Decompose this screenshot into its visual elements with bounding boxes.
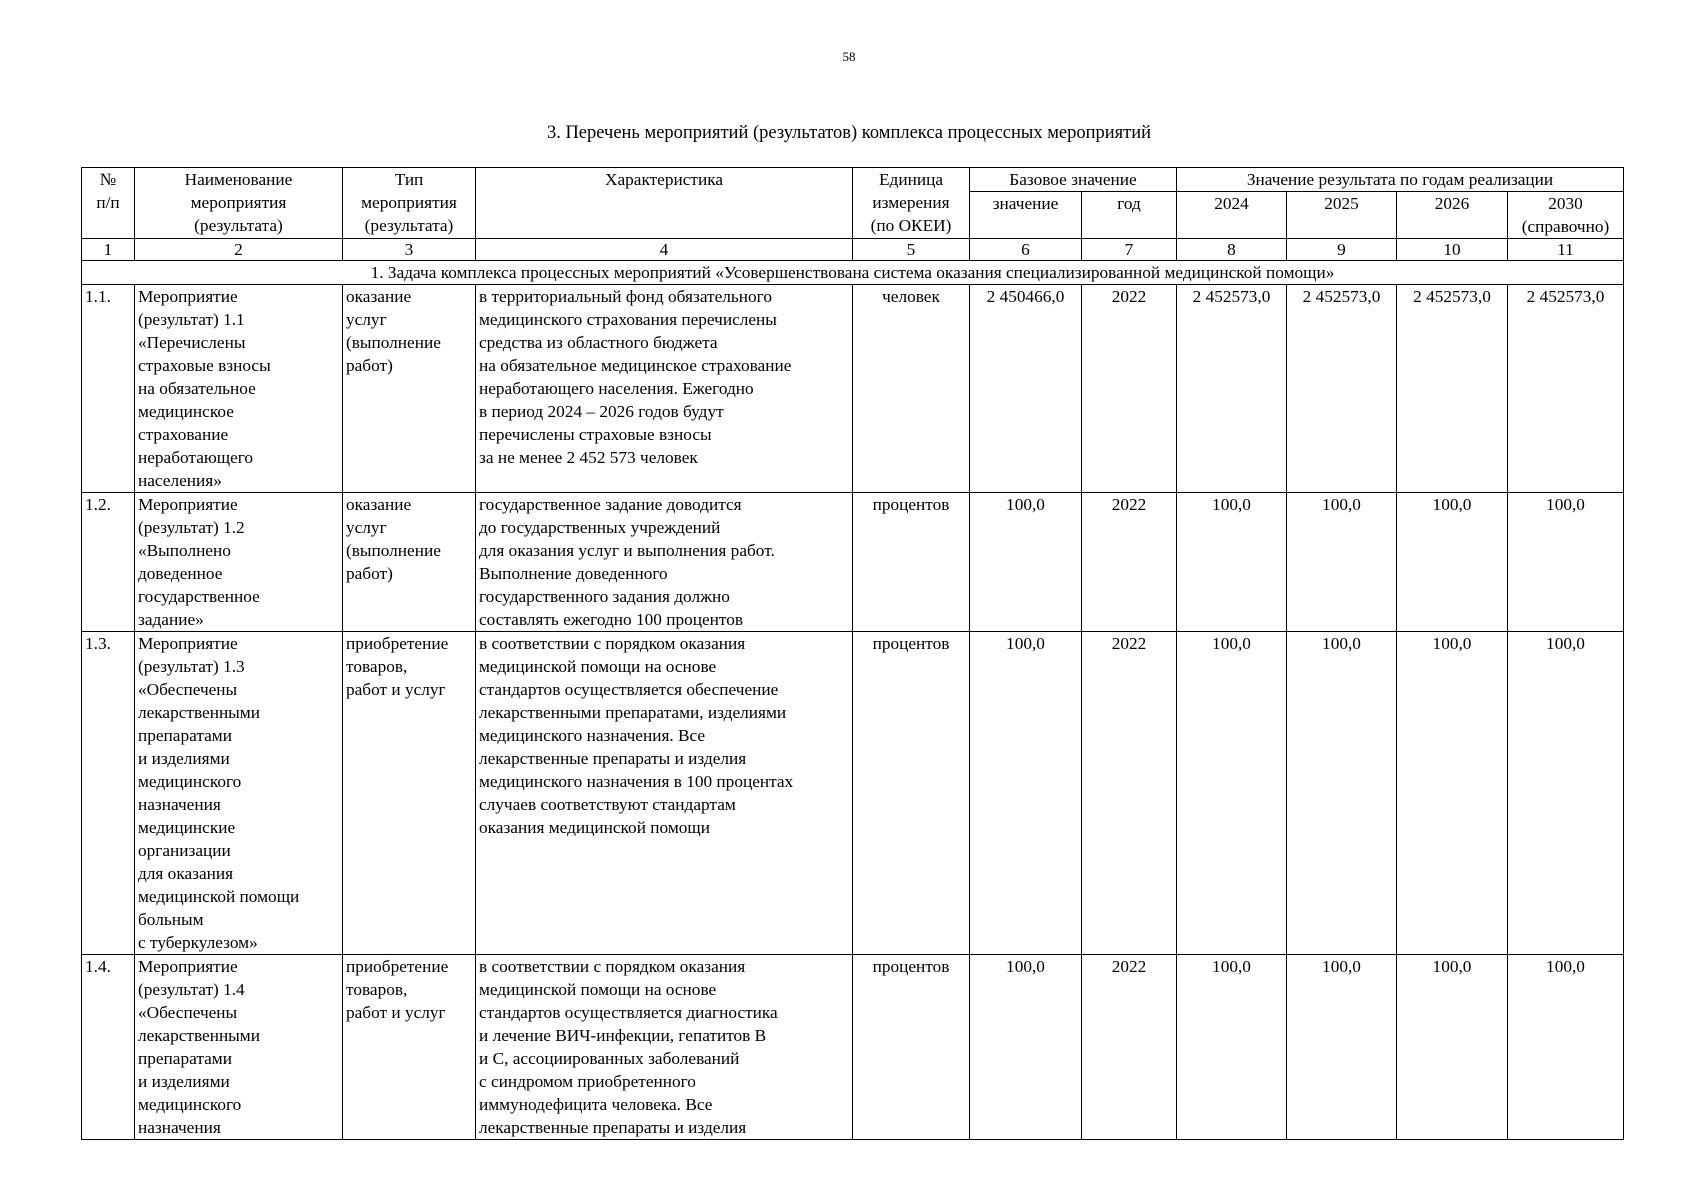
- row-value-2030: 100,0: [1508, 955, 1624, 1140]
- row-type: приобретение товаров, работ и услуг: [343, 632, 476, 955]
- header-unit: Единица измерения (по ОКЕИ): [853, 168, 970, 239]
- column-number: 11: [1508, 239, 1624, 261]
- row-value-2025: 100,0: [1287, 955, 1397, 1140]
- row-value-2030: 100,0: [1508, 632, 1624, 955]
- table-row: [82, 285, 1624, 493]
- row-name: Мероприятие (результат) 1.3 «Обеспечены лекарственными препаратами и изделиями медицинского назначения медицинские организации для оказания медицинской помощи больным с туберкулезом»: [135, 632, 343, 955]
- header-year-2024: 2024: [1177, 192, 1287, 239]
- row-characteristic: в соответствии с порядком оказания медицинской помощи на основе стандартов осуществляется обеспечение лекарственными препаратами, изделиями медицинского назначения. Все лекарственные препараты и изделия медицинского назначения в 100 процентах случаев соответствуют стандартам оказания медицинской помощи: [476, 632, 853, 955]
- table-row: [82, 493, 1624, 632]
- row-type: приобретение товаров, работ и услуг: [343, 955, 476, 1140]
- header-row: [82, 168, 1624, 192]
- row-num: 1.4.: [82, 955, 135, 1140]
- table-row: [82, 632, 1624, 955]
- row-base-year: 2022: [1082, 632, 1177, 955]
- row-unit: процентов: [853, 955, 970, 1140]
- row-characteristic: в соответствии с порядком оказания медицинской помощи на основе стандартов осуществляется диагностика и лечение ВИЧ-инфекции, гепатитов В и С, ассоциированных заболеваний с синдромом приобретенного иммунодефицита человека. Все лекарственные препараты и изделия: [476, 955, 853, 1140]
- column-number: 10: [1397, 239, 1508, 261]
- row-num: 1.3.: [82, 632, 135, 955]
- row-name: Мероприятие (результат) 1.2 «Выполнено доведенное государственное задание»: [135, 493, 343, 632]
- header-characteristic: Характеристика: [476, 168, 853, 239]
- header-base-group: Базовое значение: [970, 168, 1177, 192]
- row-characteristic: в территориальный фонд обязательного медицинского страхования перечислены средства из областного бюджета на обязательное медицинское страхование неработающего населения. Ежегодно в период 2024 – 2026 годов будут перечислены страховые взносы за не менее 2 452 573 человек: [476, 285, 853, 493]
- row-value-2026: 100,0: [1397, 493, 1508, 632]
- header-base-year: год: [1082, 192, 1177, 239]
- header-year-2030: 2030 (справочно): [1508, 192, 1624, 239]
- column-number: 4: [476, 239, 853, 261]
- header-num: № п/п: [82, 168, 135, 239]
- header-years-group: Значение результата по годам реализации: [1177, 168, 1624, 192]
- row-base-value: 100,0: [970, 493, 1082, 632]
- column-number: 6: [970, 239, 1082, 261]
- row-value-2026: 100,0: [1397, 955, 1508, 1140]
- header-name: Наименование мероприятия (результата): [135, 168, 343, 239]
- row-unit: процентов: [853, 632, 970, 955]
- column-number: 2: [135, 239, 343, 261]
- task-title: 1. Задача комплекса процессных мероприятий «Усовершенствована система оказания специализированной медицинской помощи»: [82, 261, 1624, 285]
- row-value-2030: 2 452573,0: [1508, 285, 1624, 493]
- row-value-2025: 100,0: [1287, 632, 1397, 955]
- row-base-year: 2022: [1082, 285, 1177, 493]
- row-value-2024: 100,0: [1177, 632, 1287, 955]
- task-row: [82, 261, 1624, 285]
- column-number: 8: [1177, 239, 1287, 261]
- row-value-2024: 100,0: [1177, 955, 1287, 1140]
- measures-table: [81, 167, 1624, 1140]
- row-base-year: 2022: [1082, 955, 1177, 1140]
- row-base-year: 2022: [1082, 493, 1177, 632]
- header-year-2025: 2025: [1287, 192, 1397, 239]
- column-number: 1: [82, 239, 135, 261]
- column-numbers-row: [82, 239, 1624, 261]
- row-value-2025: 100,0: [1287, 493, 1397, 632]
- row-unit: процентов: [853, 493, 970, 632]
- row-value-2030: 100,0: [1508, 493, 1624, 632]
- header-base-value: значение: [970, 192, 1082, 239]
- column-number: 7: [1082, 239, 1177, 261]
- row-base-value: 2 450466,0: [970, 285, 1082, 493]
- row-base-value: 100,0: [970, 632, 1082, 955]
- table-row: [82, 955, 1624, 1140]
- row-value-2026: 100,0: [1397, 632, 1508, 955]
- column-number: 9: [1287, 239, 1397, 261]
- row-value-2024: 2 452573,0: [1177, 285, 1287, 493]
- column-number: 3: [343, 239, 476, 261]
- row-unit: человек: [853, 285, 970, 493]
- header-type: Тип мероприятия (результата): [343, 168, 476, 239]
- page-number: 58: [842, 49, 856, 64]
- document-title: 3. Перечень мероприятий (результатов) комплекса процессных мероприятий: [546, 123, 1152, 143]
- header-year-2026: 2026: [1397, 192, 1508, 239]
- row-type: оказание услуг (выполнение работ): [343, 493, 476, 632]
- row-name: Мероприятие (результат) 1.1 «Перечислены страховые взносы на обязательное медицинское страхование неработающего населения»: [135, 285, 343, 493]
- row-value-2026: 2 452573,0: [1397, 285, 1508, 493]
- column-number: 5: [853, 239, 970, 261]
- row-num: 1.1.: [82, 285, 135, 493]
- row-name: Мероприятие (результат) 1.4 «Обеспечены лекарственными препаратами и изделиями медицинского назначения: [135, 955, 343, 1140]
- row-value-2025: 2 452573,0: [1287, 285, 1397, 493]
- row-characteristic: государственное задание доводится до государственных учреждений для оказания услуг и выполнения работ. Выполнение доведенного государственного задания должно составлять ежегодно 100 процентов: [476, 493, 853, 632]
- row-base-value: 100,0: [970, 955, 1082, 1140]
- row-value-2024: 100,0: [1177, 493, 1287, 632]
- row-num: 1.2.: [82, 493, 135, 632]
- row-type: оказание услуг (выполнение работ): [343, 285, 476, 493]
